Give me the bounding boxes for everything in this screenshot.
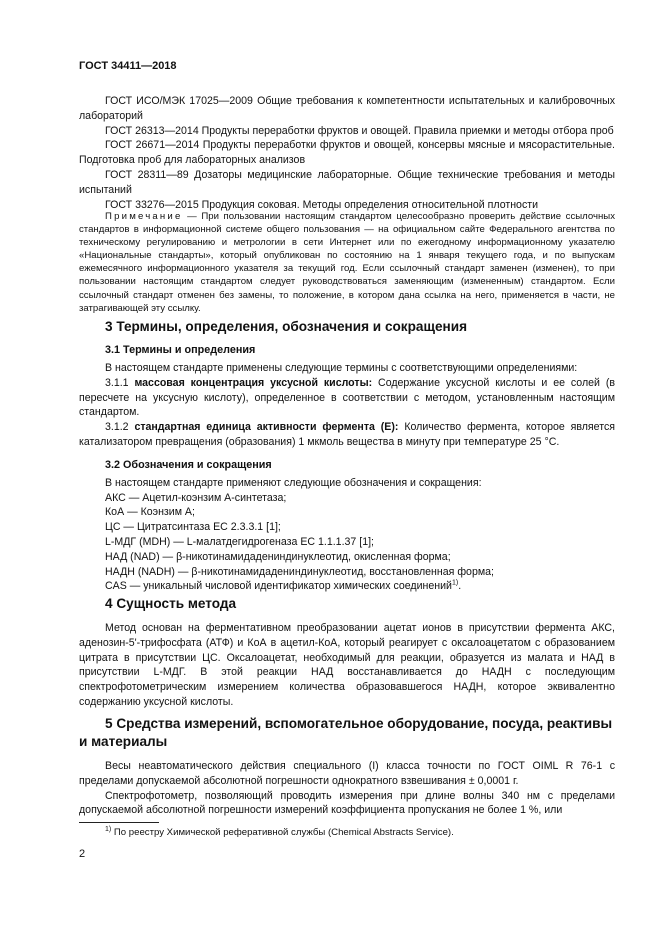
term-definition: Количество фермента, которое является катализатором превращения (образования) 1 мкмоль вещества в минуту при температуре 25 °С.	[79, 421, 615, 448]
note-paragraph	[79, 210, 615, 315]
abbreviation-item	[79, 579, 615, 594]
reference-item: ГОСТ 26313—2014 Продукты переработки фруктов и овощей. Правила приемки и методы отбора проб	[105, 124, 614, 137]
abbreviation-end: .	[458, 580, 462, 593]
abbreviation-item: КоА — Коэнзим А;	[105, 506, 195, 519]
section-5-heading: 5 Средства измерений, вспомогательное оборудование, посуда, реактивы и материалы	[79, 716, 613, 749]
section-3	[79, 318, 615, 594]
term-name: стандартная единица активности фермента (E):	[134, 421, 399, 434]
section-4-heading: 4 Сущность метода	[105, 596, 237, 611]
term-definition: Содержание уксусной кислоты и ее солей (в пересчете на уксусную кислоту), определенное в соответствии с методом, установленным настоящим стандартом.	[79, 376, 616, 419]
page-number: 2	[79, 848, 86, 860]
abbreviation-item: L-МДГ (MDH) — L-малатдегидрогеназа ЕС 1.1.1.37 [1];	[105, 535, 374, 548]
section-5	[79, 715, 615, 818]
footnote-separator	[79, 822, 159, 823]
note-block	[79, 210, 615, 315]
subsection-3-1-intro: В настоящем стандарте применены следующие термины с соответствующими определениями:	[105, 362, 578, 374]
normative-references-list	[79, 94, 615, 212]
reference-item: ГОСТ ИСО/МЭК 17025—2009 Общие требования к компетентности испытательных и калибровочных лабораторий	[79, 95, 615, 122]
footnote-text: По реестру Химической реферативной службы (Chemical Abstracts Service).	[111, 827, 454, 838]
term-3-1-2	[79, 420, 615, 450]
section-4	[79, 595, 615, 710]
document-code-header: ГОСТ 34411—2018	[79, 60, 177, 72]
footnote-reference: 1)	[451, 579, 459, 587]
note-text: — При пользовании настоящим стандартом целесообразно проверить действие ссылочных стандартов в информационной системе общего пользования — на официальном сайте Федерального агентства по техническому регулированию и метрологии в сети Интернет или по ежегодному информационному указателю «Национальные стандарты», который опубликован по состоянию на 1 января текущего года, и по выпускам ежемесячного информационного указателя за текущий год. Если ссылочный стандарт заменен (изменен), то при пользовании настоящим стандартом следует руководствоваться заменяющим (измененным) стандартом. Если ссылочный стандарт отменен без замены, то положение, в котором дана ссылка на него, применяется в части, не затрагивающей эту ссылку.	[79, 211, 615, 314]
term-number: 3.1.1	[105, 376, 135, 389]
footnote	[79, 826, 615, 839]
term-name: массовая концентрация уксусной кислоты:	[134, 376, 373, 389]
abbreviation-item: НАДН (NADH) — β-никотинамидадениндинуклеотид, восстановленная форма;	[105, 565, 494, 578]
reference-item: ГОСТ 26671—2014 Продукты переработки фруктов и овощей, консервы мясные и мясорастительные. Подготовка проб для лабораторных анализов	[79, 139, 615, 167]
abbreviations-list	[79, 476, 615, 594]
abbreviation-item: ЦС — Цитратсинтаза ЕС 2.3.3.1 [1];	[105, 521, 281, 534]
subsection-3-2-heading: 3.2 Обозначения и сокращения	[105, 458, 272, 471]
section-4-text: Метод основан на ферментативном преобразовании ацетат ионов в присутствии фермента АКС, аденозин-5'-трифосфата (АТФ) и КоА в ацетил-КоА, который реагирует с оксалоацетатом с образованием цитрата в присутствии ЦС. Оксалоацетат, необходимый для реакции, образуется из малата и НАД в присутствии L-МДГ. В этой реакции НАД восстанавливается до НАДН с последующим спектрофотометрическим измерением количества образовавшегося НАДН, которое эквивалентно содержанию уксусной кислоты.	[79, 622, 615, 708]
term-3-1-1	[79, 376, 615, 420]
section-3-heading: 3 Термины, определения, обозначения и сокращения	[105, 319, 468, 334]
term-number: 3.1.2	[105, 421, 135, 434]
note-label: Примечание	[105, 211, 183, 222]
abbreviation-item: АКС — Ацетил-коэнзим А-синтетаза;	[105, 491, 287, 504]
footnote-mark: 1)	[105, 825, 112, 833]
subsection-3-1-heading: 3.1 Термины и определения	[105, 344, 256, 356]
section-5-paragraph-2: Спектрофотометр, позволяющий проводить измерения при длине волны 340 нм с пределами допускаемой абсолютной погрешности измерений коэффициента пропускания не более 1 %, или	[79, 789, 615, 817]
reference-item: ГОСТ 33276—2015 Продукция соковая. Методы определения относительной плотности	[105, 198, 539, 211]
abbreviation-text: CAS — уникальный числовой идентификатор химических соединений	[105, 580, 452, 593]
abbreviation-item: НАД (NAD) — β-никотинамидадениндинуклеотид, окисленная форма;	[105, 550, 451, 563]
reference-item: ГОСТ 28311—89 Дозаторы медицинские лабораторные. Общие технические требования и методы испытаний	[79, 168, 615, 196]
section-5-paragraph-1: Весы неавтоматического действия специального (I) класса точности по ГОСТ OIML R 76-1 с пределами допускаемой абсолютной погрешности однократного взвешивания ± 0,0001 г.	[79, 760, 615, 787]
abbreviations-intro: В настоящем стандарте применяют следующие обозначения и сокращения:	[105, 476, 482, 489]
